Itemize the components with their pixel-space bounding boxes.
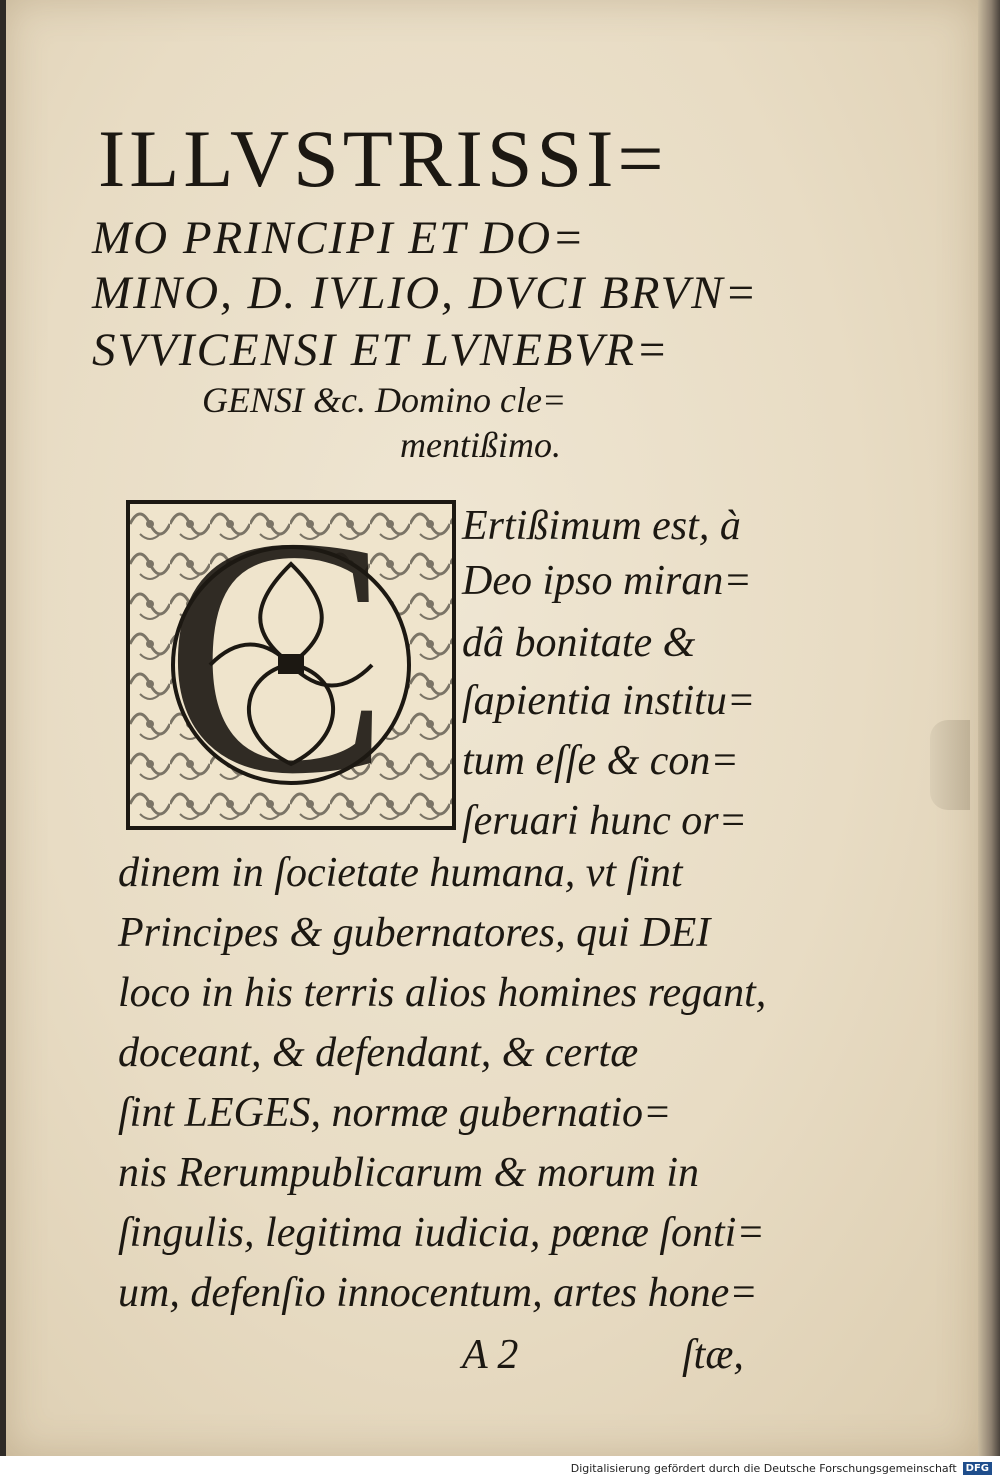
body-line-5: tum eſſe & con= (462, 738, 739, 784)
page-clip (930, 720, 970, 810)
initial-letter: C (164, 467, 391, 844)
body-line-4: ſapientia institu= (462, 678, 756, 724)
body-line-3: dâ bonitate & (462, 620, 696, 666)
body-line-1: Ertißimum est, à (462, 503, 741, 549)
body-line-9: loco in his terris alios homines regant, (118, 970, 767, 1016)
body-line-2: Deo ipso miran= (462, 558, 752, 604)
body-line-7: dinem in ſocietate humana, vt ſint (118, 850, 683, 896)
page-edge (978, 0, 1000, 1456)
body-line-13: ſingulis, legitima iudicia, pœnæ ſonti= (118, 1210, 765, 1256)
heading-line-6: mentißimo. (400, 425, 561, 465)
body-line-11: ſint LEGES, normæ gubernatio= (118, 1090, 672, 1136)
body-line-8: Principes & gubernatores, qui DEI (118, 910, 711, 956)
body-line-10: doceant, & defendant, & certæ (118, 1030, 639, 1076)
digitization-footer (0, 1456, 1000, 1481)
body-line-12: nis Rerumpublicarum & morum in (118, 1150, 699, 1196)
heading-line-5: GENSI &c. Domino cle= (202, 380, 567, 420)
heading-line-4: SVVICENSI ET LVNEBVR= (92, 324, 670, 376)
catchword: ſtæ, (682, 1332, 744, 1378)
decorated-initial (126, 467, 456, 844)
dfg-logo: DFG (963, 1462, 992, 1475)
signature-mark: A 2 (462, 1332, 519, 1378)
heading-line-3: MINO, D. IVLIO, DVCI BRVN= (92, 267, 759, 319)
heading-line-1: ILLVSTRISSI= (98, 113, 668, 204)
footer-text: Digitalisierung gefördert durch die Deutsche Forschungsgemeinschaft (570, 1462, 957, 1475)
heading-line-2: MO PRINCIPI ET DO= (92, 212, 586, 264)
book-page (6, 0, 980, 1456)
body-line-6: ſeruari hunc or= (462, 798, 747, 844)
body-line-14: um, defenſio innocentum, artes hone= (118, 1270, 758, 1316)
